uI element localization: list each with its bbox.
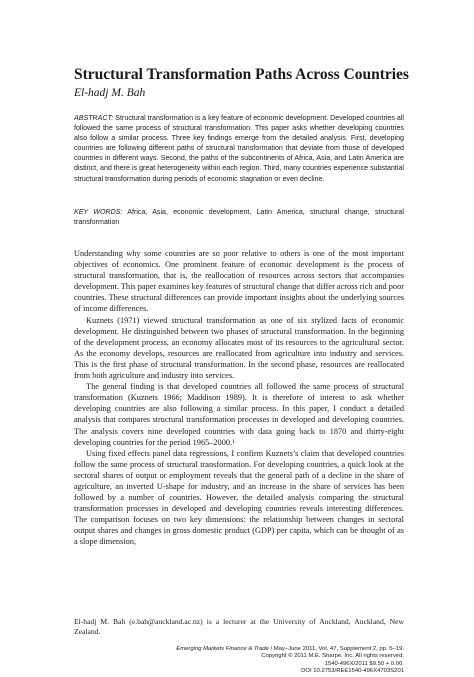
issn-line: 1540-496X/2011 $9.50 + 0.00. <box>324 660 404 667</box>
paper-title: Structural Transformation Paths Across Countries <box>74 66 409 83</box>
keywords <box>74 207 404 227</box>
abstract-text: Structural transformation is a key feature of economic development. Developed countries all followed the same process of structural transformation. This paper asks whether developing countries also follow a similar process. Three key findings emerge from the detailed analysis. First, developing countries are following different paths of structural transformation that deviate from those of developed countries in different ways. Second, the paths of the subcontinents of Africa, Asia, and Latin America are distinct, and there is great heterogeneity within each region. Third, many countries experience substantial structural transformation during periods of economic stagnation or even decline. <box>74 114 404 183</box>
copyright-line: Copyright © 2011 M.E. Sharpe, Inc. All rights reserved. <box>261 653 404 660</box>
author-footnote: El-hadj M. Bah (e.bah@auckland.ac.nz) is a lecturer at the University of Auckland, Auckland, New Zealand. <box>74 617 404 637</box>
abstract <box>74 113 404 184</box>
body-paragraph: Using fixed effects panel data regressions, I confirm Kuznets’s claim that developed countries follow the same process of structural transformation. For developing countries, a quick look at the sectoral shares of output or employment reveals that the general path of a decline in the share of agriculture, an inverted U-shape for industry, and an increase in the share of services has been followed by a number of countries. However, the detailed analysis comparing the structural transformation processes in developed and developing countries reveals interesting differences. The comparison focuses on two key dimensions: the relationship between changes in sectoral output shares and changes in gross domestic product (GDP) per capita, which can be thought of as a slope dimension, <box>74 448 404 547</box>
body-text <box>74 248 404 548</box>
keywords-label: KEY WORDS: <box>74 208 123 216</box>
journal-issue: / May–June 2011, Vol. 47, Supplement 2, pp. 5–19. <box>268 646 404 652</box>
journal-info <box>84 646 404 676</box>
doi-line: DOI 10.2753/REE1540-496X4703S201 <box>301 668 404 675</box>
keywords-text: Africa, Asia, economic development, Latin America, structural change, structural transformation <box>74 208 405 227</box>
body-paragraph: Understanding why some countries are so poor relative to others is one of the most important objectives of economics. One prominent feature of economic development is the process of structural transformation, that is, the reallocation of resources across sectors that accompanies development. This paper examines key features of structural change that differ across rich and poor countries. These structural differences can provide important insights about the underlying sources of income differences. <box>74 249 404 314</box>
journal-name: Emerging Markets Finance & Trade <box>176 646 269 652</box>
body-paragraph: Kuznets (1971) viewed structural transformation as one of six stylized facts of economic development. He distinguished between two phases of structural transformation. In the beginning of the development process, an economy allocates most of its resources to the agricultural sector. As the economy develops, resources are reallocated from agriculture into industry and services. This is the first phase of structural transformation. In the second phase, resources are reallocated from both agriculture and industry into services. <box>74 315 404 381</box>
abstract-label: ABSTRACT: <box>74 114 114 122</box>
author-name: El-hadj M. Bah <box>74 87 146 99</box>
body-paragraph: The general finding is that developed countries all followed the same process of structural transformation (Kuznets 1966; Maddison 1989). It is therefore of interest to ask whether developing countries are also following a similar process. In this paper, I conduct a detailed analysis that compares structural transformation processes in developed and developing countries. The analysis covers nine developed countries with data going back to 1870 and thirty-eight developing countries for the period 1965–2000.¹ <box>74 382 404 447</box>
